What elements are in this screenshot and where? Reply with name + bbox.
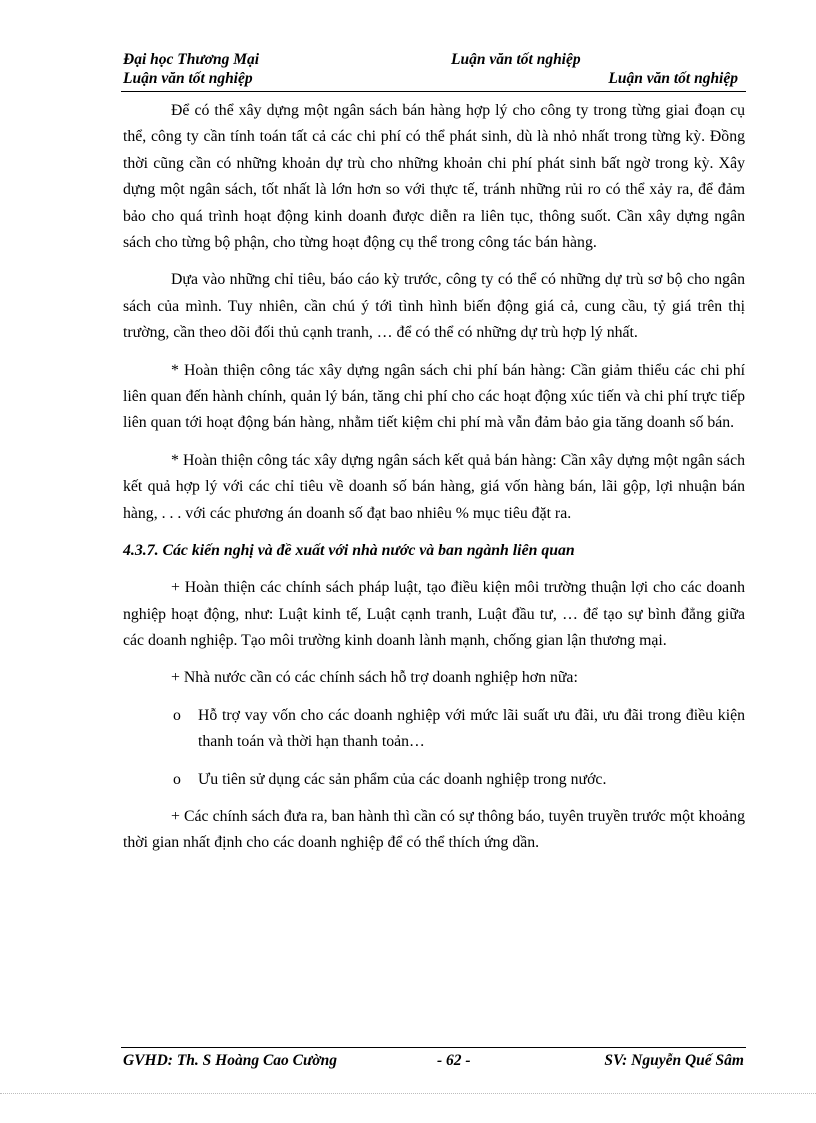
paragraph: + Nhà nước cần có các chính sách hỗ trợ doanh nghiệp hơn nữa: [171,669,578,687]
footer-student: SV: Nguyễn Quế Sâm [604,1052,744,1069]
list-item-text: Ưu tiên sử dụng các sản phẩm của các doanh nghiệp trong nước. [198,770,607,788]
paragraph: + Các chính sách đưa ra, ban hành thì cần có sự thông báo, tuyên truyền trước một khoảng thời gian nhất định cho các doanh nghiệp để có thể thích ứng dần. [123,807,745,852]
paragraph: Dựa vào những chỉ tiêu, báo cáo kỳ trước, công ty có thể có những dự trù sơ bộ cho ngân sách của mình. Tuy nhiên, cần chú ý tới tình hình biến động giá cả, cung cầu, tỷ giá trên thị trường, cần theo dõi đối thủ cạnh tranh, … để có thể có những dự trù hợp lý nhất. [123,271,745,342]
header-thesis-right: Luận văn tốt nghiệp [608,70,738,87]
footer-page-number: - 62 - [437,1052,471,1069]
header-thesis-title: Luận văn tốt nghiệp [451,51,581,68]
footer-advisor: GVHD: Th. S Hoàng Cao Cường [123,1052,337,1069]
bullet-mark: o [173,706,181,724]
header-thesis-left: Luận văn tốt nghiệp [123,70,253,87]
header-university: Đại học Thương Mại [123,51,260,68]
paragraph: Để có thể xây dựng một ngân sách bán hàng hợp lý cho công ty trong từng giai đoạn cụ thể, công ty cần tính toán tất cả các chi phí có thể phát sinh, dù là nhỏ nhất trong từng kỳ. Đồng thời cũng cần có những khoản dự trù cho những khoản chi phí phát sinh bất ngờ trong kỳ. Xây dựng một ngân sách, tốt nhất là lớn hơn so với thực tế, tránh những rủi ro có thể xảy ra, để đảm bảo cho quá trình hoạt động kinh doanh được diễn ra liên tục, thông suốt. Cần xây dựng ngân sách cho từng bộ phận, cho từng hoạt động cụ thể trong công tác bán hàng. [123,102,745,252]
section-heading: 4.3.7. Các kiến nghị và đề xuất với nhà nước và ban ngành liên quan [123,542,575,560]
paragraph: + Hoàn thiện các chính sách pháp luật, tạo điều kiện môi trường thuận lợi cho các doanh nghiệp hoạt động, như: Luật kinh tế, Luật cạnh tranh, Luật đầu tư, … để tạo sự bình đẳng giữa các doanh nghiệp. Tạo môi trường kinh doanh lành mạnh, chống gian lận thương mại. [123,579,745,649]
bullet-mark: o [173,770,181,788]
list-item [123,703,745,756]
page-body [123,98,745,868]
paragraph: * Hoàn thiện công tác xây dựng ngân sách kết quả bán hàng: Cần xây dựng một ngân sách kết quả hợp lý với các chỉ tiêu về doanh số bán hàng, giá vốn hàng bán, lãi gộp, lợi nhuận bán hàng, . . . với các phương án doanh số đạt bao nhiêu % mục tiêu đặt ra. [123,451,745,522]
paragraph: * Hoàn thiện công tác xây dựng ngân sách chi phí bán hàng: Cần giảm thiểu các chi phí liên quan đến hành chính, quản lý bán, tăng chi phí cho các hoạt động xúc tiến và chi phí trực tiếp liên quan tới hoạt động bán hàng, nhằm tiết kiệm chi phí mà vẫn đảm bảo gia tăng doanh số bán. [123,361,745,432]
list-item-text: Hỗ trợ vay vốn cho các doanh nghiệp với mức lãi suất ưu đãi, ưu đãi trong điều kiện thanh toán và thời hạn thanh toản… [198,706,745,751]
footer-rule [121,1047,746,1048]
page-bottom-dotted-line [0,1093,816,1094]
list-item [123,767,745,793]
header-rule [121,91,746,92]
